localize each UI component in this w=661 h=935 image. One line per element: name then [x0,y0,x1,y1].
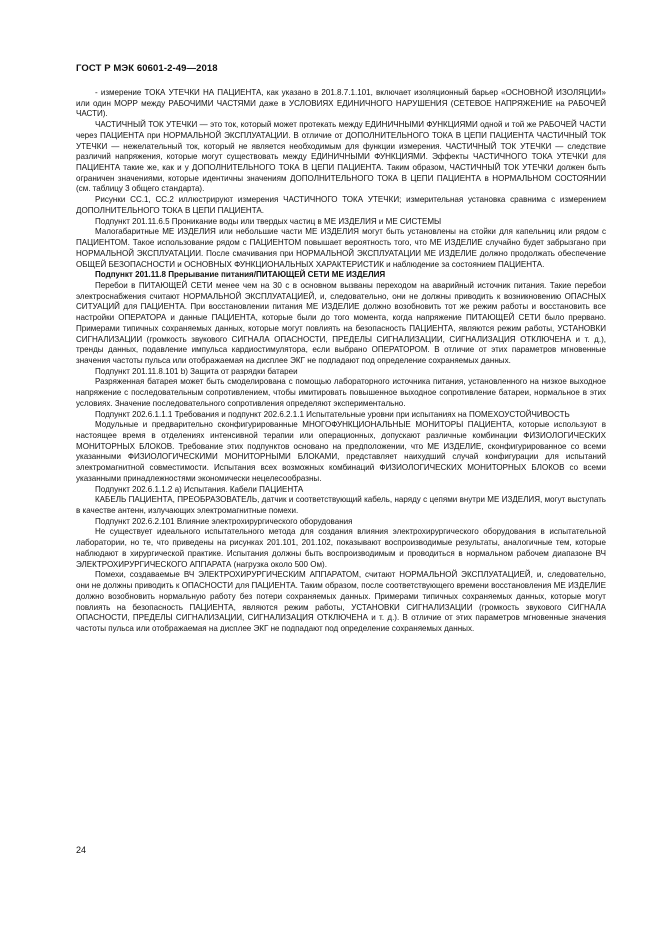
paragraph: Модульные и предварительно сконфигурированные МНОГОФУНКЦИОНАЛЬНЫЕ МОНИТОРЫ ПАЦИЕНТА, которые используют в настоящее время в отделениях интенсивной терапии или операционных, допускают различные комбинации ФИЗИОЛОГИЧЕСКИХ МОНИТОРНЫХ БЛОКОВ. Требование этих подпунктов основано на предположении, что МЕ ИЗДЕЛИЕ, сконфигурированное со всеми указанными ФИЗИОЛОГИЧЕСКИМИ МОНИТОРНЫМИ БЛОКАМИ, представляет наихудший случай конфигурации для испытаний электромагнитной совместимости. Испытания всех возможных комбинаций ФИЗИОЛОГИЧЕСКИХ МОНИТОРНЫХ БЛОКОВ со всеми указанными принадлежностями экономически нецелесообразны. [76,420,606,483]
document-header: ГОСТ Р МЭК 60601-2-49—2018 [76,63,218,74]
paragraph: Разряженная батарея может быть смоделирована с помощью лабораторного источника питания, установленного на низкое выходное напряжение с последовательным сопротивлением, чтобы имитировать повышенное выходное сопротивление батареи, нормальное в этих условиях. Значение последовательного сопротивления определяют экспериментально. [76,377,606,408]
paragraph: Малогабаритные МЕ ИЗДЕЛИЯ или небольшие части МЕ ИЗДЕЛИЯ могут быть установлены на стойки для капельниц или рядом с ПАЦИЕНТОМ. Такое использование рядом с ПАЦИЕНТОМ повышает вероятность того, что МЕ ИЗДЕЛИЕ случайно будет забрызгано при НОРМАЛЬНОЙ ЭКСПЛУАТАЦИИ. После смачивания при НОРМАЛЬНОЙ ЭКСПЛУАТАЦИИ МЕ ИЗДЕЛИЕ должно продолжать обеспечение ОБЩЕЙ БЕЗОПАСНОСТИ и ОСНОВНЫХ ФУНКЦИОНАЛЬНЫХ ХАРАКТЕРИСТИК и наблюдение за состоянием ПАЦИЕНТА. [76,227,606,269]
paragraph: Не существует идеального испытательного метода для создания влияния электрохирургического оборудования в испытательной лаборатории, но те, что приведены на рисунках 201.101, 201.102, показывают воспроизводимые результаты, аналогичные тем, которые наблюдают в хирургической практике. Испытания должны быть воспроизводимым и проводиться в нормальном рабочем диапазоне ВЧ ЭЛЕКТРОХИРУРГИЧЕСКОГО АППАРАТА (нагрузка около 500 Ом). [76,527,606,569]
paragraph: КАБЕЛЬ ПАЦИЕНТА, ПРЕОБРАЗОВАТЕЛЬ, датчик и соответствующий кабель, наряду с цепями внутри МЕ ИЗДЕЛИЯ, могут выступать в качестве антенн, излучающих электромагнитные помехи. [76,495,606,516]
page-number: 24 [76,845,87,855]
subclause-heading: Подпункт 201.11.6.5 Проникание воды или твердых частиц в МЕ ИЗДЕЛИЯ и МЕ СИСТЕМЫ [95,216,442,226]
subclause-heading: Подпункт 202.6.2.101 Влияние электрохирургического оборудования [95,516,353,526]
subclause-heading: Подпункт 201.11.8.101 b) Защита от разрядки батареи [95,366,298,376]
paragraph: Рисунки CC.1, CC.2 иллюстрируют измерения ЧАСТИЧНОГО ТОКА УТЕЧКИ; измерительная установка сравнима с измерением ДОПОЛНИТЕЛЬНОГО ТОКА В ЦЕПИ ПАЦИЕНТА. [76,195,606,215]
paragraph: - измерение ТОКА УТЕЧКИ НА ПАЦИЕНТА, как указано в 201.8.7.1.101, включает изоляционный барьер «ОСНОВНОЙ ИЗОЛЯЦИИ» или один МОРР между РАБОЧИМИ ЧАСТЯМИ даже в УСЛОВИЯХ ЕДИНИЧНОГО НАРУШЕНИЯ (СЕТЕВОЕ НАПРЯЖЕНИЕ на РАБОЧЕЙ ЧАСТИ). [76,88,606,119]
subclause-heading-bold: Подпункт 201.11.8 Прерывание питания/ПИТАЮЩЕЙ СЕТИ МЕ ИЗДЕЛИЯ [95,270,386,280]
subclause-heading: Подпункт 202.6.1.1.1 Требования и подпункт 202.6.2.1.1 Испытательные уровни при испытаниях на ПОМЕХОУСТОЙЧИВОСТЬ [95,409,570,419]
subclause-heading: Подпункт 202.6.1.1.2 a) Испытания. Кабели ПАЦИЕНТА [95,484,304,494]
paragraph: ЧАСТИЧНЫЙ ТОК УТЕЧКИ — это ток, который может протекать между ЕДИНИЧНЫМИ ФУНКЦИЯМИ одной и той же РАБОЧЕЙ ЧАСТИ через ПАЦИЕНТА при НОРМАЛЬНОЙ ЭКСПЛУАТАЦИИ. В отличие от ДОПОЛНИТЕЛЬНОГО ТОКА В ЦЕПИ ПАЦИЕНТА ЧАСТИЧНЫЙ ТОК УТЕЧКИ — нежелательный ток, который не является необходимым для функции измерения. ЧАСТИЧНЫЙ ТОК УТЕЧКИ — следствие различий напряжения, которые могут существовать между ЕДИНИЧНЫМИ ФУНКЦИЯМИ. Эффекты ЧАСТИЧНОГО ТОКА УТЕЧКИ для ПАЦИЕНТА такие же, как и у ДОПОЛНИТЕЛЬНОГО ТОКА В ЦЕПИ ПАЦИЕНТА. Таким образом, ЧАСТИЧНЫЙ ТОК УТЕЧКИ должен быть ограничен значениями, которые идентичны значениям ДОПОЛНИТЕЛЬНОГО ТОКА В ЦЕПИ ПАЦИЕНТА в НОРМАЛЬНОМ СОСТОЯНИИ (см. таблицу 3 общего стандарта). [76,120,606,194]
document-body [76,88,606,635]
paragraph: Перебои в ПИТАЮЩЕЙ СЕТИ менее чем на 30 с в основном вызваны переходом на аварийный источник питания. Такие перебои электроснабжения считают НОРМАЛЬНОЙ ЭКСПЛУАТАЦИЕЙ, и, следовательно, они не должны приводить к возникновению ОПАСНЫХ СИТУАЦИЙ для ПАЦИЕНТА. При восстановлении питания МЕ ИЗДЕЛИЕ должно возобновить тот же режим работы и восстановить все настройки ОПЕРАТОРА и данные ПАЦИЕНТА, которые были до того момента, когда напряжение ПИТАЮЩЕЙ СЕТИ было прервано. Примерами типичных сохраняемых данных, которые могут повлиять на безопасность ПАЦИЕНТА, являются режим работы, УСТАНОВКИ СИГНАЛИЗАЦИИ (громкость звукового СИГНАЛА ОПАСНОСТИ, ПРЕДЕЛЫ СИГНАЛИЗАЦИИ, СИГНАЛИЗАЦИЯ ОТКЛЮЧЕНА и т. д.), тренды данных, подавление импульса кардиостимулятора, если выбрано ОПЕРАТОРОМ. В отличие от этих параметров мгновенные значения частоты пульса или отображаемая на дисплее ЭКГ не подпадают под определение сохраняемых данных. [76,280,606,365]
paragraph: Помехи, создаваемые ВЧ ЭЛЕКТРОХИРУРГИЧЕСКИМ АППАРАТОМ, считают НОРМАЛЬНОЙ ЭКСПЛУАТАЦИЕЙ, и, следовательно, они не должны приводить к ОПАСНОСТИ для ПАЦИЕНТА. Таким образом, после соответствующего времени восстановления МЕ ИЗДЕЛИЕ должно возобновить нормальную работу без потери сохраняемых данных. Примерами типичных сохраняемых данных, которые могут повлиять на безопасность ПАЦИЕНТА, являются режим работы, УСТАНОВКИ СИГНАЛИЗАЦИИ (громкость звукового СИГНАЛА ОПАСНОСТИ, ПРЕДЕЛЫ СИГНАЛИЗАЦИИ, СИГНАЛИЗАЦИЯ ОТКЛЮЧЕНА и т. д.). В отличие от этих параметров мгновенные значения частоты пульса или отображаемая на дисплее ЭКГ не подпадают под определение сохраняемых данных. [76,570,606,633]
